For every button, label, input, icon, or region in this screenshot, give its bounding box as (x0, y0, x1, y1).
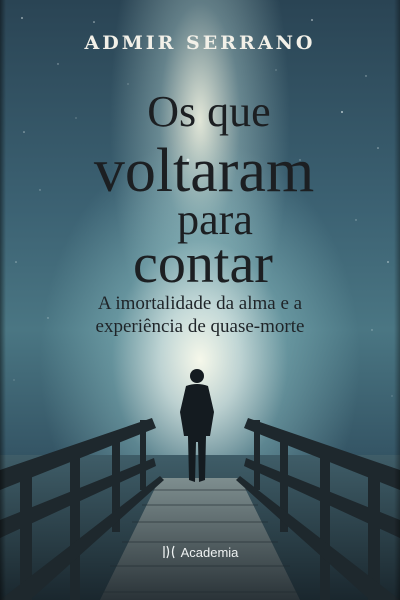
title-line-3: para (177, 195, 253, 244)
publisher-name: Academia (180, 544, 239, 560)
author-name: ADMIR SERRANO (84, 32, 316, 54)
title-line-2: voltaram (93, 137, 315, 205)
title-line-4: contar (133, 233, 273, 295)
subtitle-line-1: A imortalidade da alma e a (97, 293, 303, 314)
subtitle-line-2: experiência de quase-morte (95, 316, 305, 337)
academia-logo-icon (162, 545, 176, 559)
title-line-1: Os que (147, 87, 271, 136)
publisher-mark (0, 541, 400, 563)
